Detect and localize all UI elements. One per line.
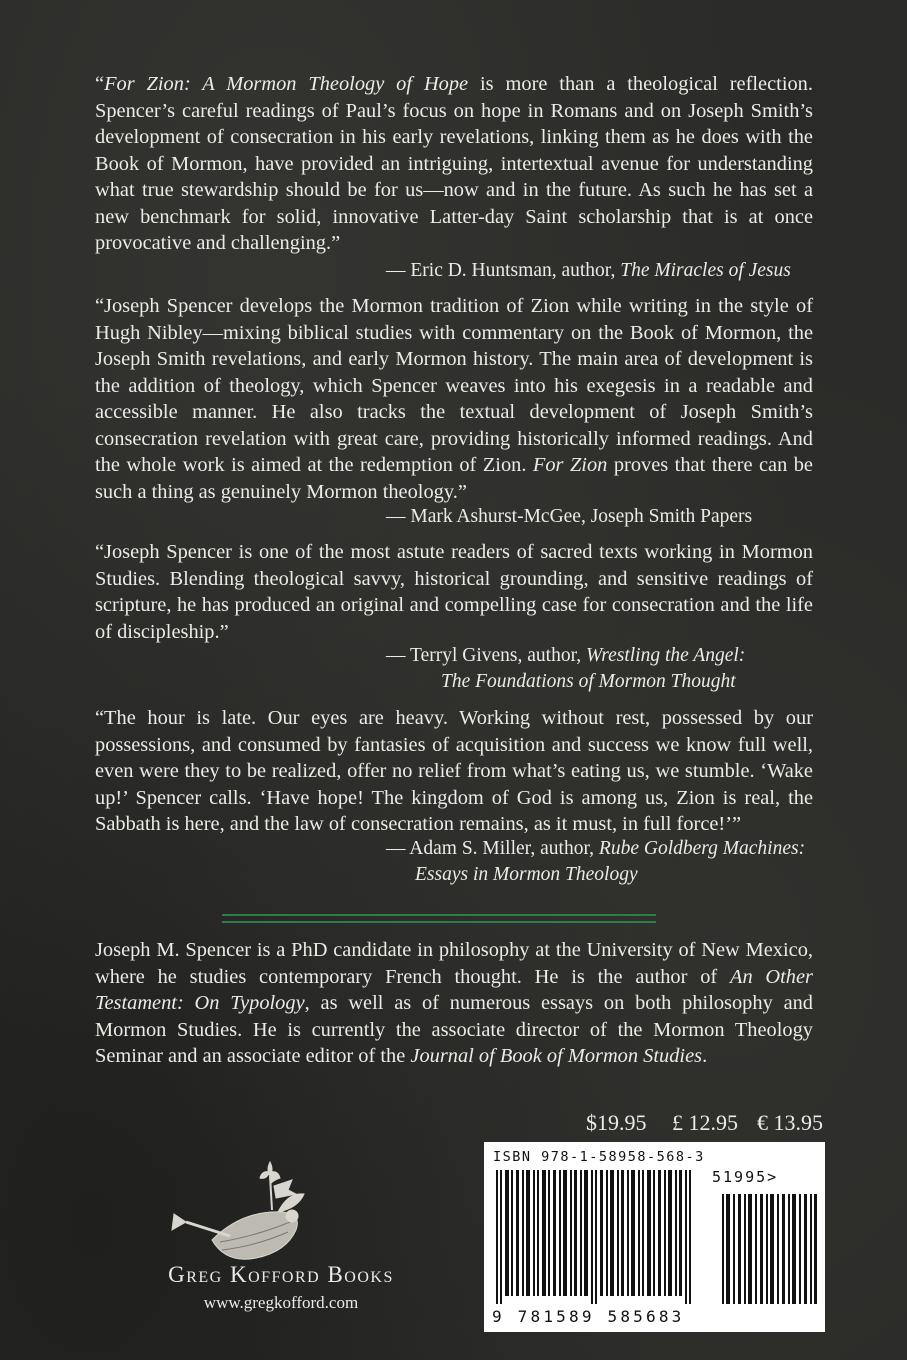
quote-text-end: proves that there can be such a thing as genuinely Mormon theology.” — [95, 454, 813, 503]
attribution-book-subtitle: The Foundations of Mormon Thought — [441, 671, 736, 692]
attribution-miller — [386, 836, 805, 862]
bio-text-end: . — [702, 1045, 708, 1067]
attribution-book-title: Wrestling the Angel: — [586, 645, 746, 666]
endorsement-quote-ashurst-mcgee — [95, 293, 813, 505]
publisher-name: Greg Kofford Books — [168, 1262, 394, 1287]
price-usd: $19.95 — [586, 1110, 647, 1135]
price-eur: € 13.95 — [757, 1110, 823, 1135]
attribution-miller-subtitle — [415, 862, 638, 888]
bio-text-2: , as well as of numerous essays on both philosophy and Mormon Studies. He is currently the associate director of the Mormon Theology Seminar and an associate editor of the — [95, 992, 814, 1067]
attribution-text: — Terryl Givens, author, — [386, 645, 587, 666]
attribution-book-subtitle: Essays in Mormon Theology — [415, 864, 638, 885]
price-gbp: £ 12.95 — [672, 1110, 738, 1135]
isbn-barcode — [484, 1142, 825, 1332]
isbn-label: ISBN 978-1-58958-568-3 — [493, 1149, 705, 1165]
attribution-book-title: Rube Goldberg Machines: — [598, 838, 806, 859]
attribution-huntsman — [386, 258, 791, 284]
quote-text: “Joseph Spencer develops the Mormon tradition of Zion while writing in the style of Hugh Nibley—mixing biblical studies with commentary on the Book of Mormon, the Joseph Smith revelations, and early Mormon history. The main area of development is the addition of theology, which Spencer weaves into his exegesis in a readable and accessible manner. He also tracks the textual development of Joseph Smith’s consecration revelation with great care, providing historically informed readings. And the whole work is aimed at the redemption of Zion. — [95, 295, 813, 476]
publisher-website: www.gregkofford.com — [203, 1293, 359, 1312]
book-title-italic: For Zion: A Mormon Theology of Hope — [104, 73, 469, 95]
quote-text: is more than a theological reflection. Spencer’s careful readings of Paul’s focus on hope in Romans and on Joseph Smith’s development of consecration in his early revelations, linking them as he does with the Book of Mormon, have provided an intriguing, intertextual avenue for understanding what true stewardship should be for us—now and in the future. As such he has set a new benchmark for solid, innovative Latter-day Saint scholarship that is at once provocative and challenging.” — [95, 73, 813, 254]
author-bio — [95, 937, 813, 1070]
ean-digits: 9 781589 585683 — [492, 1307, 685, 1326]
endorsement-quote-givens: “Joseph Spencer is one of the most astute readers of sacred texts working in Mormon Studies. Blending theological savvy, historical grounding, and sensitive readings of scripture, he has produced an original and compelling case for consecration and the life of discipleship.” — [95, 541, 813, 643]
bio-book-title: An Other Testament: On Typology — [95, 965, 813, 1014]
endorsement-quote-miller: “The hour is late. Our eyes are heavy. Working without rest, possessed by our possessions, and consumed by fantasies of acquisition and success we know full well, even were they to be realized, offer no relief from what’s eating us, we stumble. ‘Wake up!’ Spencer calls. ‘Have hope! The kingdom of God is among us, Zion is real, the Sabbath is here, and the law of consecration remains, as it must, in full force!’” — [95, 707, 813, 835]
attribution-text: — Eric D. Huntsman, author, — [386, 260, 621, 281]
bio-journal-title: Journal of Book of Mormon Studies — [410, 1045, 703, 1067]
attribution-text: — Adam S. Miller, author, — [386, 838, 599, 859]
section-divider — [222, 914, 656, 923]
bio-text: Joseph M. Spencer is a PhD candidate in philosophy at the University of New Mexico, where he studies contemporary French thought. He is the author of — [95, 939, 813, 988]
endorsement-quote-huntsman — [95, 71, 813, 257]
attribution-book-title: The Miracles of Jesus — [620, 260, 791, 281]
book-title-italic: For Zion — [532, 454, 608, 476]
barcode-bars-icon — [492, 1170, 822, 1310]
attribution-givens-subtitle — [441, 669, 736, 695]
attribution-ashurst-mcgee: — Mark Ashurst-McGee, Joseph Smith Papers — [386, 506, 753, 527]
price-code: 51995> — [712, 1168, 779, 1186]
open-quote-mark: “ — [95, 73, 105, 95]
attribution-givens — [386, 643, 745, 669]
